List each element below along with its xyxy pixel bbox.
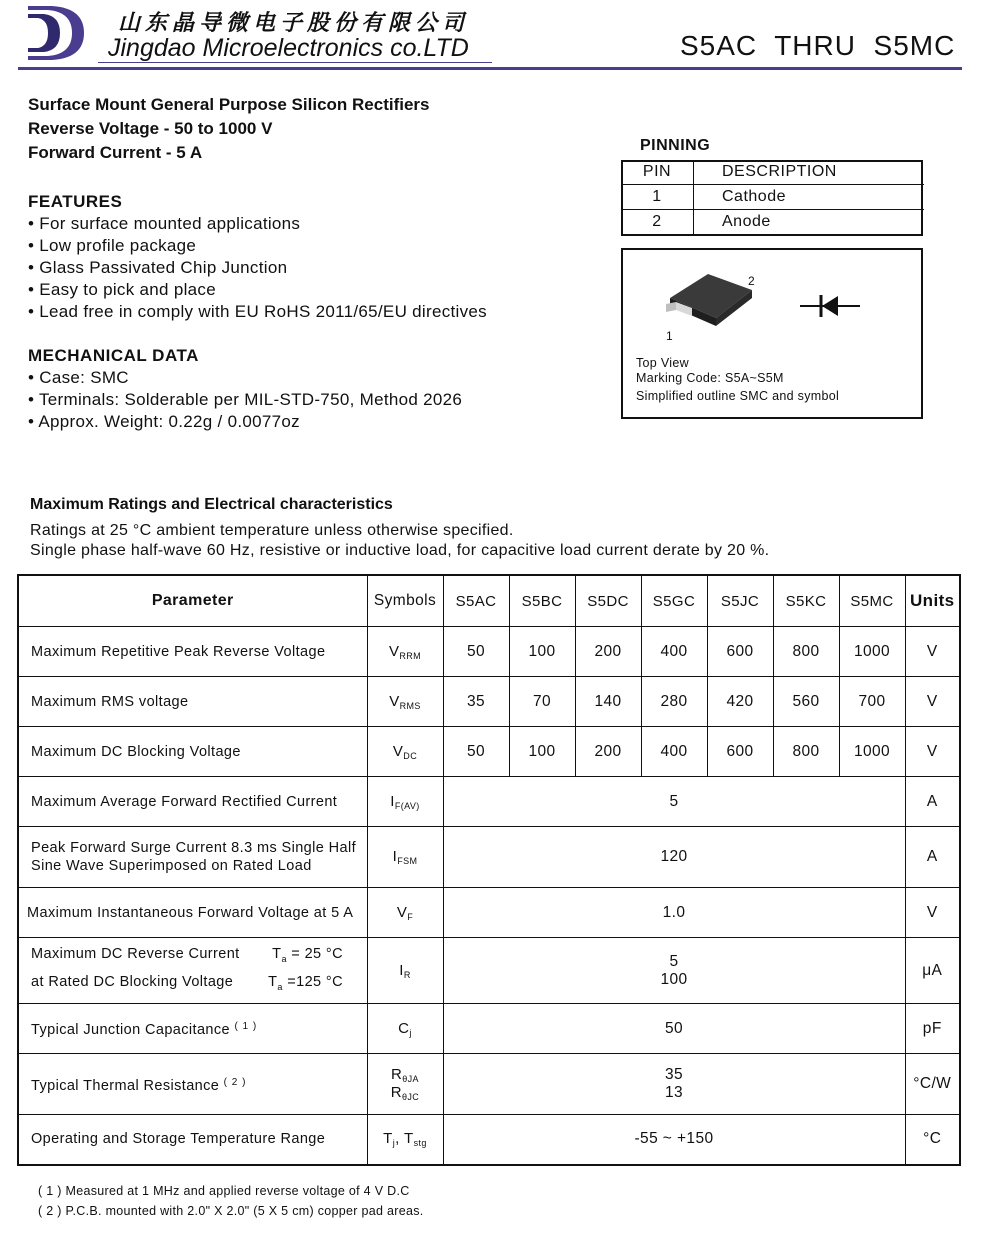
pinning-row	[621, 210, 924, 235]
ratings-table	[17, 574, 961, 1166]
symbol-cell: $I_{F(AV)}$	[367, 777, 443, 827]
header-part: S5AC	[443, 575, 509, 627]
pinning-title: PINNING	[640, 137, 711, 154]
diode-symbol-icon	[798, 292, 862, 320]
value-cell: 560	[773, 677, 839, 727]
marking-code: Marking Code: S5A~S5M	[636, 371, 784, 385]
value-cell: 800	[773, 627, 839, 677]
unit-cell: V	[905, 888, 960, 938]
part-range-title: S5AC THRU S5MC	[680, 30, 956, 61]
pin2-label: 2	[748, 274, 755, 288]
param-label: Typical Thermal Resistance $^{( 2 )}$	[18, 1054, 367, 1115]
pin-number: 2	[621, 210, 694, 235]
value-cell: 800	[773, 727, 839, 777]
features-title: FEATURES	[28, 192, 123, 211]
value-cell: 280	[641, 677, 707, 727]
param-label: Maximum Instantaneous Forward Voltage at 5 A	[18, 888, 367, 938]
feature-item: • Lead free in comply with EU RoHS 2011/65/EU directives	[28, 302, 487, 321]
param-label: Maximum Repetitive Peak Reverse Voltage	[18, 627, 367, 677]
value-cell: 600	[707, 627, 773, 677]
table-header-row	[18, 575, 960, 627]
ratings-note-2: Single phase half-wave 60 Hz, resistive or inductive load, for capacitive load current derate by 20 %.	[30, 542, 770, 559]
unit-cell: V	[905, 727, 960, 777]
pin-number: 1	[621, 185, 694, 210]
mechanical-item: • Case: SMC	[28, 368, 129, 387]
unit-cell: °C/W	[905, 1054, 960, 1115]
value-cell: 1000	[839, 727, 905, 777]
company-name-english: Jingdao Microelectronics co.LTD	[108, 34, 469, 62]
value-cell: 200	[575, 727, 641, 777]
ratings-title: Maximum Ratings and Electrical characteristics	[30, 496, 393, 513]
value-cell: 600	[707, 727, 773, 777]
header-part: S5GC	[641, 575, 707, 627]
symbol-cell: $V_{RRM}$	[367, 627, 443, 677]
header-symbols: Symbols	[367, 575, 443, 627]
unit-cell: A	[905, 827, 960, 888]
unit-cell: °C	[905, 1115, 960, 1165]
pinning-table	[621, 160, 924, 234]
table-row	[18, 938, 960, 1004]
unit-cell: V	[905, 627, 960, 677]
intro-line-2: Reverse Voltage - 50 to 1000 V	[28, 119, 273, 138]
param-label: Typical Junction Capacitance $^{( 1 )}$	[18, 1004, 367, 1054]
param-label: Maximum Average Forward Rectified Current	[18, 777, 367, 827]
value-cell: 5	[443, 777, 905, 827]
value-cell: 1000	[839, 627, 905, 677]
param-label: Peak Forward Surge Current 8.3 ms Single Half Sine Wave Superimposed on Rated Load	[18, 827, 367, 888]
mechanical-item: • Terminals: Solderable per MIL-STD-750, Method 2026	[28, 390, 463, 409]
header-part: S5MC	[839, 575, 905, 627]
symbol-cell: $V_{DC}$	[367, 727, 443, 777]
header-parameter: Parameter	[18, 575, 367, 627]
symbol-cell: $V_F$	[367, 888, 443, 938]
symbol-cell: $T_j$, $T_{stg}$	[367, 1115, 443, 1165]
header-underline	[98, 62, 492, 63]
symbol-cell: $I_R$	[367, 938, 443, 1004]
pin-description: Cathode	[694, 185, 925, 210]
header-part: S5JC	[707, 575, 773, 627]
value-cell: 70	[509, 677, 575, 727]
feature-item: • For surface mounted applications	[28, 214, 301, 233]
smc-package-icon	[662, 268, 758, 334]
pin1-label: 1	[666, 329, 673, 343]
value-cell: 50	[443, 1004, 905, 1054]
package-caption: Simplified outline SMC and symbol	[636, 389, 840, 403]
table-row	[18, 727, 960, 777]
value-cell: 700	[839, 677, 905, 727]
intro-line-3: Forward Current - 5 A	[28, 143, 203, 162]
param-label: Operating and Storage Temperature Range	[18, 1115, 367, 1165]
pin-description: Anode	[694, 210, 925, 235]
symbol-cell: $C_j$	[367, 1004, 443, 1054]
value-cell: 200	[575, 627, 641, 677]
value-cell: 35	[443, 677, 509, 727]
unit-cell: A	[905, 777, 960, 827]
value-cell: 1.0	[443, 888, 905, 938]
symbol-cell: $V_{RMS}$	[367, 677, 443, 727]
table-row	[18, 677, 960, 727]
feature-item: • Glass Passivated Chip Junction	[28, 258, 288, 277]
unit-cell: μA	[905, 938, 960, 1004]
header-part: S5DC	[575, 575, 641, 627]
ratings-note-1: Ratings at 25 °C ambient temperature unless otherwise specified.	[30, 522, 514, 539]
symbol-cell: $R_{\theta JA}$ $R_{\theta JC}$	[367, 1054, 443, 1115]
unit-cell: pF	[905, 1004, 960, 1054]
value-cell: 420	[707, 677, 773, 727]
value-cell: 400	[641, 727, 707, 777]
feature-item: • Easy to pick and place	[28, 280, 216, 299]
table-row	[18, 888, 960, 938]
value-cell: 400	[641, 627, 707, 677]
value-cell: 35 13	[443, 1054, 905, 1115]
intro-line-1: Surface Mount General Purpose Silicon Rectifiers	[28, 95, 430, 114]
header-divider	[18, 67, 962, 70]
table-row	[18, 627, 960, 677]
value-cell: 100	[509, 627, 575, 677]
value-cell: 5 100	[443, 938, 905, 1004]
feature-item: • Low profile package	[28, 236, 197, 255]
param-label: Maximum RMS voltage	[18, 677, 367, 727]
table-row	[18, 827, 960, 888]
value-cell: 120	[443, 827, 905, 888]
mechanical-title: MECHANICAL DATA	[28, 346, 199, 365]
table-row	[18, 1004, 960, 1054]
table-row	[18, 777, 960, 827]
table-row	[18, 1054, 960, 1115]
symbol-cell: $I_{FSM}$	[367, 827, 443, 888]
footnote-1: ( 1 ) Measured at 1 MHz and applied reverse voltage of 4 V D.C	[38, 1184, 410, 1198]
header-units: Units	[905, 575, 960, 627]
pinning-row	[621, 185, 924, 210]
desc-col-header: DESCRIPTION	[694, 160, 925, 185]
value-cell: -55 ~ +150	[443, 1115, 905, 1165]
header-part: S5KC	[773, 575, 839, 627]
param-label: Maximum DC Reverse Current $T_a = 25$ °C at Rated DC Blocking Voltage $T_a =125$ °C	[18, 938, 367, 1004]
mechanical-item: • Approx. Weight: 0.22g / 0.0077oz	[28, 412, 300, 431]
param-label: Maximum DC Blocking Voltage	[18, 727, 367, 777]
table-row	[18, 1115, 960, 1165]
company-name-chinese: 山东晶导微电子股份有限公司	[118, 10, 470, 35]
unit-cell: V	[905, 677, 960, 727]
value-cell: 50	[443, 727, 509, 777]
package-view-label: Top View	[636, 356, 689, 370]
value-cell: 140	[575, 677, 641, 727]
value-cell: 100	[509, 727, 575, 777]
header-part: S5BC	[509, 575, 575, 627]
value-cell: 50	[443, 627, 509, 677]
company-logo-icon	[22, 4, 88, 62]
pinning-header-row	[621, 160, 924, 185]
pin-col-header: PIN	[621, 160, 694, 185]
footnote-2: ( 2 ) P.C.B. mounted with 2.0" X 2.0" (5 X 5 cm) copper pad areas.	[38, 1204, 424, 1218]
